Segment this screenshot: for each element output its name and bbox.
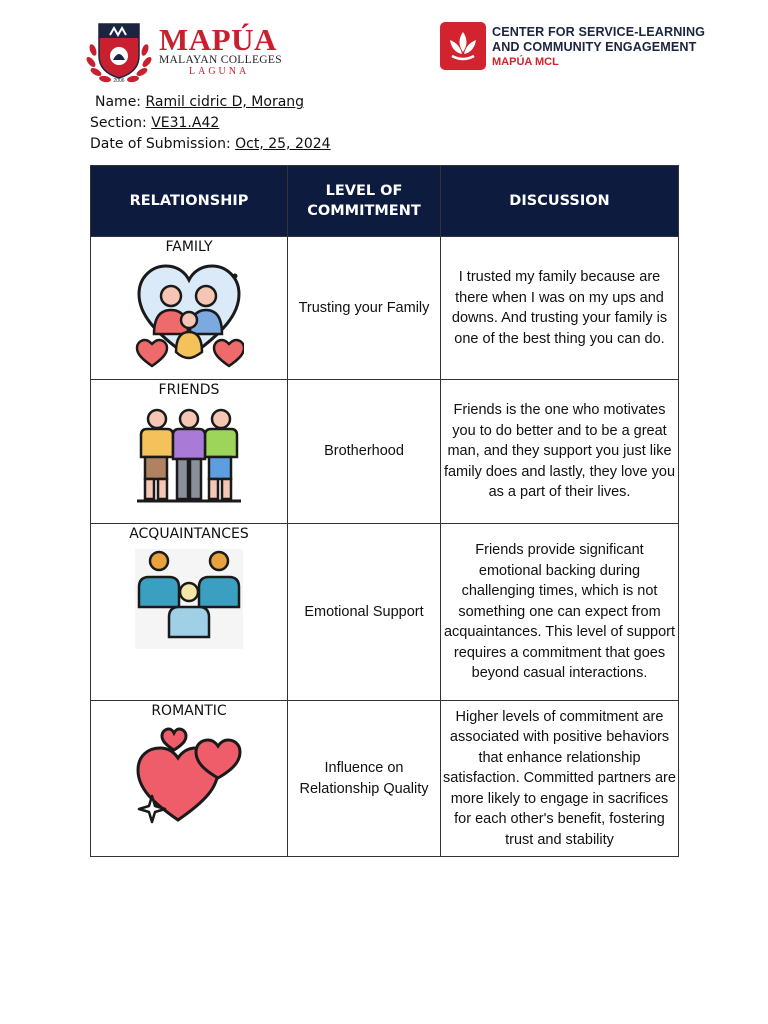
name-label: Name:: [95, 94, 146, 110]
discussion-cell: Friends is the one who motivates you to do better and to be a great man, and they support you just like family does and lastly, they love you as a part of their lives.: [441, 380, 679, 524]
date-row: [90, 134, 331, 155]
name-row: [90, 92, 331, 113]
mapua-logo: [85, 20, 285, 84]
page-header: [0, 0, 768, 90]
relationship-cell: [91, 380, 288, 524]
relationship-label: ROMANTIC: [151, 703, 227, 719]
relationship-label: FRIENDS: [158, 382, 220, 398]
header-relationship: RELATIONSHIP: [91, 166, 288, 237]
table-header-row: [91, 166, 679, 237]
relationship-table: [90, 165, 679, 857]
svg-text:2006: 2006: [113, 78, 125, 84]
relationship-label: ACQUAINTANCES: [129, 526, 249, 542]
cslce-line3: MAPÚA MCL: [492, 56, 559, 68]
commitment-cell: Emotional Support: [288, 524, 441, 701]
table-row: [91, 380, 679, 524]
family-heart-icon: [134, 262, 244, 370]
acquaintances-network-icon: [135, 549, 243, 649]
commitment-cell: Brotherhood: [288, 380, 441, 524]
lotus-icon: [440, 22, 486, 70]
cslce-line1: CENTER FOR SERVICE-LEARNING: [492, 25, 706, 39]
section-label: Section:: [90, 115, 152, 131]
table-row: [91, 701, 679, 857]
mapua-name: MAPÚA: [159, 22, 277, 57]
relationship-cell: [91, 701, 288, 857]
mapua-crest-icon: [85, 20, 153, 84]
relationship-cell: [91, 237, 288, 380]
header-discussion: DISCUSSION: [441, 166, 679, 237]
discussion-cell: I trusted my family because are there when I was on my ups and downs. And trusting your family is one of the best thing you can do.: [441, 237, 679, 380]
commitment-cell: Trusting your Family: [288, 237, 441, 380]
mapua-subtitle: MALAYAN COLLEGES: [159, 54, 282, 66]
name-value: Ramil cidric D, Morang: [145, 94, 305, 110]
cslce-line2: AND COMMUNITY ENGAGEMENT: [492, 40, 697, 54]
student-info: [90, 92, 331, 155]
date-value: Oct, 25, 2024: [235, 136, 331, 152]
romantic-hearts-icon: [134, 726, 244, 830]
cslce-wordmark: [492, 25, 705, 69]
date-label: Date of Submission:: [90, 136, 236, 152]
section-value: VE31.A42: [151, 115, 220, 131]
mapua-campus: LAGUNA: [189, 66, 250, 77]
friends-group-icon: [133, 405, 245, 505]
discussion-cell: Friends provide significant emotional backing during challenging times, which is not something one can expect from acquaintances. This level of support requires a commitment that goes beyond casual interactions.: [441, 524, 679, 701]
section-row: [90, 113, 331, 134]
commitment-cell: Influence on Relationship Quality: [288, 701, 441, 857]
discussion-cell: Higher levels of commitment are associated with positive behaviors that enhance relationship satisfaction. Committed partners are more likely to engage in sacrifices for each other's benefit, fostering trust and stability: [441, 701, 679, 857]
relationship-label: FAMILY: [165, 239, 213, 255]
mapua-wordmark: [159, 22, 282, 77]
table-row: [91, 524, 679, 701]
table-row: [91, 237, 679, 380]
relationship-cell: [91, 524, 288, 701]
cslce-logo: [438, 22, 728, 72]
header-level-of-commitment: LEVEL OF COMMITMENT: [288, 166, 441, 237]
